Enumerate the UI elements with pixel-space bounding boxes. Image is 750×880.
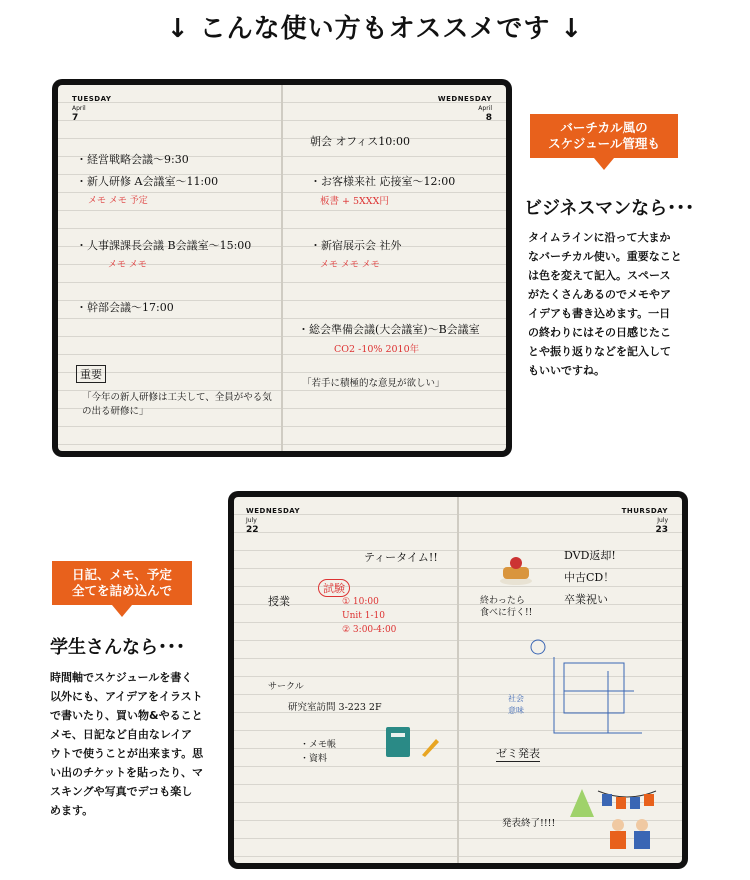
- subhead-business: ビジネスマンなら･･･: [524, 198, 695, 219]
- text-line: スキングや写真でデコも楽し: [50, 785, 193, 798]
- handwritten-note: 授業: [268, 595, 290, 608]
- handwritten-note-blue: 社会 意味: [508, 694, 524, 715]
- text-line: ウトで使うことが出来ます。思: [50, 747, 204, 760]
- left-month-label: April: [72, 105, 86, 112]
- callout-business: バーチカル風の スケジュール管理も: [530, 114, 678, 158]
- body-text-student: [50, 668, 230, 820]
- left-date-label: 7: [72, 113, 79, 123]
- text-line: なバーチカル使い。重要なこと: [528, 250, 682, 263]
- handwritten-note: ・経営戦略会議～9:30: [76, 153, 189, 166]
- planner-pages: [234, 497, 682, 863]
- handwritten-note: DVD返却!: [564, 549, 616, 562]
- handwritten-note: ・資料: [300, 754, 328, 764]
- handwritten-note: ティータイム!!: [364, 551, 438, 564]
- party-banner-icon: [596, 785, 658, 815]
- handwritten-note: 卒業祝い: [564, 593, 608, 606]
- left-date-label: 22: [246, 525, 259, 535]
- handwritten-note: 発表終了!!!!: [502, 818, 556, 829]
- planner-business: [52, 79, 512, 457]
- right-day-label: THURSDAY: [621, 507, 668, 515]
- callout-student: 日記、メモ、予定 全てを詰め込んで: [52, 561, 192, 605]
- handwritten-note: 終わったら 食べに行く!!: [480, 596, 533, 618]
- subhead-student: 学生さんなら･･･: [50, 637, 185, 658]
- text-line: い出のチケットを貼ったり、マ: [50, 766, 204, 779]
- left-day-label: WEDNESDAY: [246, 507, 301, 515]
- right-date-label: 8: [485, 113, 492, 123]
- handwritten-note-red: メモ メモ メモ: [320, 260, 380, 270]
- handwritten-note: サークル: [268, 682, 304, 692]
- body-text-business: [528, 228, 728, 380]
- text-line: の終わりにはその日感じたこ: [528, 326, 671, 339]
- handwritten-note: ・幹部会議～17:00: [76, 301, 174, 314]
- party-hat-icon: [568, 787, 596, 819]
- handwritten-note: 研究室訪問 3-223 2F: [288, 702, 382, 713]
- handwritten-note-red: メモ メモ 予定: [88, 196, 148, 206]
- text-line: もいいですね。: [528, 364, 605, 377]
- right-month-label: July: [657, 517, 668, 524]
- left-month-label: July: [246, 517, 257, 524]
- page-gutter: [457, 497, 459, 863]
- text-line: めます。: [50, 804, 94, 817]
- page-heading: ↓ こんな使い方もオススメです ↓: [166, 14, 584, 44]
- right-day-label: WEDNESDAY: [437, 95, 492, 103]
- handwritten-note-red: ① 10:00 Unit 1-10 ② 3:00-4:00: [342, 597, 397, 635]
- text-line: 以外にも、アイデアをイラスト: [50, 690, 203, 703]
- text-line: は色を変えて記入。スペース: [528, 269, 671, 282]
- people-toast-icon: [602, 815, 658, 851]
- handwritten-note: ・新人研修 A会議室～11:00: [76, 175, 219, 188]
- handwritten-note-red: CO2 -10% 2010年: [334, 344, 420, 355]
- text-line: タイムラインに沿って大まか: [528, 231, 671, 244]
- handwritten-note: 重要: [76, 365, 106, 383]
- notebook-icon: [384, 725, 414, 759]
- text-line: とや振り返りなどを記入して: [528, 345, 671, 358]
- handwritten-note: ・お客様来社 応接室～12:00: [310, 175, 456, 188]
- text-line: で書いたり、買い物&やること: [50, 709, 203, 722]
- handwritten-note-red: 試験: [318, 579, 350, 597]
- handwritten-note: ゼミ発表: [496, 747, 540, 760]
- text-line: がたくさんあるのでメモやア: [528, 288, 671, 301]
- pancake-icon: [498, 555, 534, 587]
- text-line: メモ、日記など自由なレイア: [50, 728, 193, 741]
- handwritten-note-red: 板書 + 5XXX円: [320, 196, 389, 207]
- handwritten-note: 「今年の新人研修は工夫して、全員がやる気の出る研修に」: [82, 392, 272, 417]
- handwritten-note: 朝会 オフィス10:00: [310, 135, 410, 148]
- handwritten-note: ・総会準備会議(大会議室)～B会議室: [298, 323, 480, 336]
- right-month-label: April: [478, 105, 492, 112]
- pencil-icon: [418, 733, 440, 757]
- handwritten-note: ・人事課課長会議 B会議室～15:00: [76, 239, 252, 252]
- handwritten-note-red: メモ メモ: [108, 260, 147, 270]
- planner-student: [228, 491, 688, 869]
- handwritten-note: 「若手に積極的な意見が欲しい」: [302, 378, 445, 389]
- right-date-label: 23: [655, 525, 668, 535]
- page-gutter: [281, 85, 283, 451]
- text-line: 時間軸でスケジュールを書く: [50, 671, 193, 684]
- planner-pages: [58, 85, 506, 451]
- text-line: イデアも書き込めます。一日: [528, 307, 671, 320]
- diagram-sketch: [524, 637, 654, 747]
- handwritten-note: ・新宿展示会 社外: [310, 239, 402, 252]
- handwritten-note: ・メモ帳: [300, 740, 337, 750]
- left-day-label: TUESDAY: [72, 95, 112, 103]
- handwritten-note: 中古CD！: [564, 571, 615, 584]
